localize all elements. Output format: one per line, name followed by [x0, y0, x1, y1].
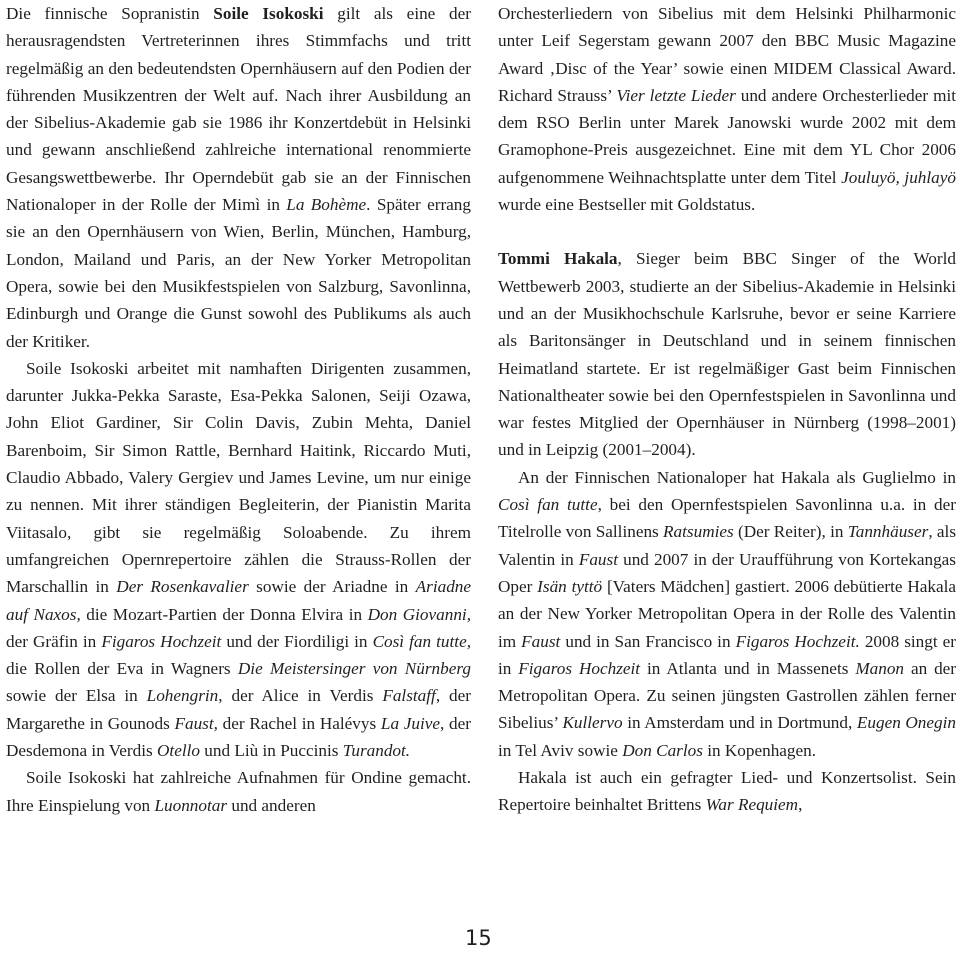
emphasis-italic: Manon: [855, 658, 905, 678]
text-run: und andere Orchesterlieder mit dem RSO Berlin unter Marek Janowski wurde 2002 mit dem Gramophone-Preis ausgezeichnet. Eine mit dem YL Chor 2006 aufgenommene Weihnachtsplatte unter dem Titel: [498, 85, 956, 187]
emphasis-italic: Ariadne auf Naxos,: [6, 577, 472, 624]
text-run: in Amsterdam und in Dortmund,: [622, 713, 857, 733]
emphasis-italic: Der Rosenkavalier: [116, 577, 249, 597]
text-run: die Rollen der Eva in Wagners: [6, 659, 238, 679]
paragraph-isokoski-recordings: [6, 764, 471, 819]
emphasis-italic: Faust: [578, 549, 618, 569]
emphasis-italic: Falstaff: [382, 686, 436, 706]
emphasis-italic: Turandot.: [342, 741, 411, 761]
paragraph-isokoski-recordings-cont: [498, 0, 956, 218]
emphasis-italic: Figaros Hochzeit: [101, 631, 222, 651]
emphasis-italic: Ratsumies: [663, 522, 734, 542]
text-run: der Rachel in Halévys: [217, 713, 381, 733]
text-run: Die finnische Sopranistin: [6, 4, 214, 23]
left-column: [6, 0, 471, 819]
text-run: Orchesterliedern von Sibelius mit dem Helsinki Philharmonic unter Leif Segerstam gewann 2007 den BBC Music Magazine Award ‚Disc of the Year’ sowie einen MIDEM Classical Award. Richard Strauss’: [498, 4, 956, 105]
text-run: in Atlanta und in Massenets: [640, 658, 856, 678]
text-run: Hakala ist auch ein gefragter Lied- und Konzertsolist. Sein Repertoire beinhaltet Brittens: [498, 768, 956, 815]
emphasis-italic: Faust,: [174, 713, 218, 733]
right-column: [498, 0, 956, 819]
text-run: Soile Isokoski arbeitet mit namhaften Dirigenten zusammen, darunter Jukka-Pekka Saraste, Esa-Pekka Salonen, Seiji Ozawa, John Eliot Gardiner, Sir Colin Davis, Zubin Mehta, Daniel Barenboim, Sir Simon Rattle, Bernhard Haitink, Riccardo Muti, Claudio Abbado, Valery Gergiev und James Levine, um nur einige zu nennen. Mit ihrer ständigen Begleiterin, der Pianistin Marita Viitasalo, gibt sie regelmäßig Soloabende. Zu ihrem umfangreichen Opernrepertoire zählen die Strauss-Rollen der Marschallin in: [6, 358, 471, 597]
paragraph-isokoski-bio: [6, 0, 471, 355]
text-run: und in San Francisco in: [560, 631, 736, 651]
text-run: und Liù in Puccinis: [199, 741, 343, 761]
emphasis-italic: War Requiem: [705, 795, 799, 815]
text-run: , bei den Opernfestspielen Savonlinna u.a. in der Titelrolle von Sallinens: [498, 495, 956, 542]
text-run: an der Metropolitan Opera. Zu seinen jüngsten Gastrollen zählen ferner Sibelius’: [498, 658, 957, 733]
text-run: und der Fiordiligi in: [221, 631, 373, 651]
emphasis-italic: Lohengrin: [146, 686, 219, 706]
text-run: in Kopenhagen.: [702, 740, 817, 760]
text-run: die Mozart-Partien der Donna Elvira in: [80, 604, 368, 624]
emphasis-italic: Kullervo: [562, 713, 623, 733]
paragraph-isokoski-repertoire: [6, 355, 471, 764]
text-run: . Später errang sie an den Opernhäusern von Wien, Berlin, München, Hamburg, London, Mailand und Paris, an der New Yorker Metropolitan Opera, sowie bei den Musikfestspielen von Salzburg, Savonlinna, Edinburgh und Orange die Gunst sowohl des Publikums als auch der Kritiker.: [6, 195, 471, 351]
text-run: in Tel Aviv sowie: [498, 740, 623, 760]
emphasis-bold: Tommi Hakala: [498, 249, 618, 269]
emphasis-italic: Don Giovanni,: [367, 604, 471, 624]
emphasis-italic: Don Carlos: [622, 740, 703, 760]
emphasis-italic: Isän tyttö: [537, 576, 603, 596]
emphasis-bold: Soile Isokoski: [213, 4, 324, 23]
emphasis-italic: Così fan tutte,: [372, 631, 471, 651]
emphasis-italic: Tannhäuser: [847, 522, 929, 542]
text-run: , der Desdemona in Verdis: [6, 713, 471, 761]
paragraph-hakala-roles: [498, 464, 956, 764]
page-number: 15: [465, 926, 492, 950]
paragraph-hakala-bio: [498, 245, 956, 463]
text-run: , als Valentin in: [498, 522, 957, 569]
text-run: wurde eine Bestseller mit Goldstatus.: [498, 195, 756, 215]
text-run: gilt als eine der herausragendsten Vertreterinnen ihres Stimmfachs und tritt regelmäßig an den bedeutendsten Opernhäusern auf den Podien der führenden Musikzentren der Welt auf. Nach ihrer Ausbildung an der Sibelius-Akademie gab sie 1986 ihr Konzertdebüt in Helsinki und gewann anschließend zahlreiche international renommierte Gesangswettbewerbe. Ihr Operndebüt gab sie an der Finnischen Nationaloper in der Rolle der Mimì in: [6, 4, 471, 215]
paragraph-hakala-repertoire: [498, 764, 956, 819]
emphasis-italic: Vier letzte Lieder: [616, 85, 736, 105]
text-run: (Der Reiter), in: [733, 522, 848, 542]
emphasis-italic: La Bohème: [286, 195, 367, 215]
emphasis-italic: Eugen Onegin: [856, 713, 956, 733]
emphasis-italic: Luonnotar: [154, 795, 228, 815]
emphasis-italic: Figaros Hochzeit.: [735, 631, 860, 651]
emphasis-italic: La Juive: [380, 713, 441, 733]
text-run: der Gräfin in: [6, 631, 102, 651]
emphasis-italic: Die Meistersinger von Nürnberg: [237, 659, 471, 679]
text-run: Soile Isokoski hat zahlreiche Aufnahmen für Ondine gemacht. Ihre Einspielung von: [6, 768, 471, 815]
text-run: , Sieger beim BBC Singer of the World Wettbewerb 2003, studierte an der Sibelius-Akademie in Helsinki und an der Musikhochschule Karlsruhe, bevor er seine Karriere als Baritonsänger in Deutschland und in seinem finnischen Heimatland startete. Er ist regelmäßiger Gast beim Finnischen Nationaltheater sowie bei den Opernfestspielen in Savonlinna und war festes Mitglied der Opernhäuser in Nürnberg (1998–2001) und in Leipzig (2001–2004).: [498, 249, 956, 460]
text-run: , der Margarethe in Gounods: [6, 686, 471, 733]
text-run: An der Finnischen Nationaloper hat Hakala als Guglielmo in: [518, 467, 956, 487]
text-run: sowie der Ariadne in: [248, 577, 416, 597]
text-run: und 2007 in der Uraufführung von Kortekangas Oper: [498, 549, 956, 596]
emphasis-italic: Otello: [157, 741, 200, 761]
text-run: , der Alice in Verdis: [218, 686, 383, 706]
emphasis-italic: Faust: [521, 631, 561, 651]
text-run: und anderen: [227, 795, 316, 815]
text-run: 2008 singt er in: [498, 631, 957, 678]
text-run: [Vaters Mädchen] gastiert. 2006 debütierte Hakala an der New Yorker Metropolitan Opera in der Rolle des Valentin im: [498, 576, 956, 651]
text-run: ,: [798, 795, 803, 815]
text-run: sowie der Elsa in: [6, 686, 147, 706]
emphasis-italic: Figaros Hochzeit: [518, 658, 641, 678]
emphasis-italic: Così fan tutte: [498, 495, 598, 515]
emphasis-italic: Jouluyö, juhlayö: [841, 167, 956, 187]
